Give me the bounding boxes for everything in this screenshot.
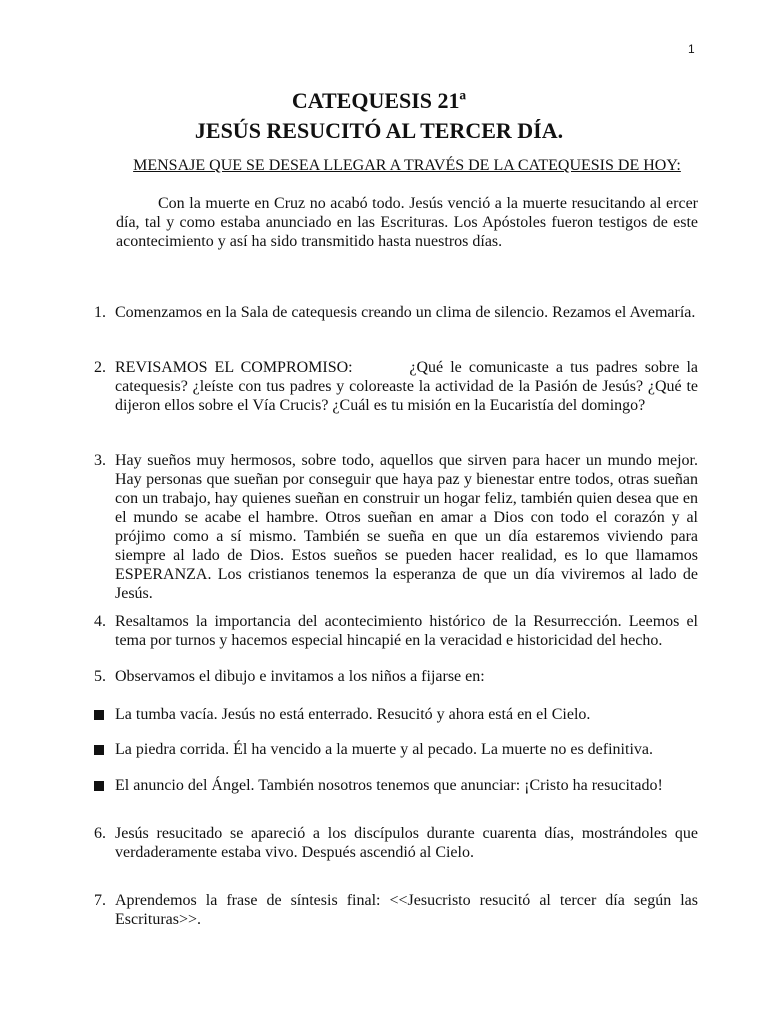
intro-paragraph: Con la muerte en Cruz no acabó todo. Jesús venció a la muerte resucitando al ercer día, tal y como estaba anunciado en las Escrituras. Los Apóstoles fueron testigos de este acontecimiento y así ha sido transmitido hasta nuestros días. <box>116 195 698 250</box>
bullet-item-text: La tumba vacía. Jesús no está enterrado. Resucitó y ahora está en el Cielo. <box>115 706 591 723</box>
page-number: 1 <box>688 42 695 56</box>
bullet-item-text: El anuncio del Ángel. También nosotros tenemos que anunciar: ¡Cristo ha resucitado! <box>115 777 663 794</box>
list-item <box>79 451 698 603</box>
bullet-item <box>94 705 698 724</box>
list-item-text: Comenzamos en la Sala de catequesis creando un clima de silencio. Rezamos el Avemaría. <box>115 304 696 321</box>
section-heading: MENSAJE QUE SE DESEA LLEGAR A TRAVÉS DE LA CATEQUESIS DE HOY: <box>133 157 681 174</box>
list-item <box>79 303 698 322</box>
bullet-item <box>94 740 698 759</box>
list-item <box>79 824 698 862</box>
bullet-item <box>94 776 698 795</box>
list-item-text: Observamos el dibujo e invitamos a los niños a fijarse en: <box>115 668 485 685</box>
list-item-number: 6. <box>94 825 106 842</box>
list-item-number: 4. <box>94 613 106 630</box>
square-bullet-icon <box>94 781 104 791</box>
list-item-number: 7. <box>94 892 106 909</box>
list-item-text: Resaltamos la importancia del acontecimiento histórico de la Resurrección. Leemos el tema por turnos y hacemos especial hincapié en la veracidad e historicidad del hecho. <box>115 613 698 649</box>
list-item <box>79 358 702 415</box>
list-item-number: 1. <box>94 304 106 321</box>
list-item-text: REVISAMOS EL COMPROMISO: ¿Qué le comunicaste a tus padres sobre la catequesis? ¿leíste con tus padres y coloreaste la actividad de la Pasión de Jesús? ¿Qué te dijeron ellos sobre el Vía Crucis? ¿Cuál es tu misión en la Eucaristía del domingo? <box>115 359 702 414</box>
list-item-number: 2. <box>94 359 106 376</box>
list-item-number: 5. <box>94 668 106 685</box>
page-title: CATEQUESIS 21ª <box>291 88 467 113</box>
list-item-number: 3. <box>94 452 106 469</box>
list-item <box>79 612 698 650</box>
bullet-item-text: La piedra corrida. Él ha vencido a la muerte y al pecado. La muerte no es definitiva. <box>115 741 653 758</box>
list-item <box>79 667 698 686</box>
list-item <box>79 891 698 929</box>
page-subtitle-heading: JESÚS RESUCITÓ AL TERCER DÍA. <box>194 118 564 143</box>
square-bullet-icon <box>94 745 104 755</box>
square-bullet-icon <box>94 710 104 720</box>
list-item-text: Jesús resucitado se apareció a los discípulos durante cuarenta días, mostrándoles que verdaderamente estaba vivo. Después ascendió al Cielo. <box>115 825 698 861</box>
list-item-text: Hay sueños muy hermosos, sobre todo, aquellos que sirven para hacer un mundo mejor. Hay personas que sueñan por conseguir que haya paz y bienestar entre todos, otras sueñan con un trabajo, hay quienes sueñan en construir un hogar feliz, también quien desea que en el mundo se acabe el hambre. Otros sueñan en amar a Dios con todo el corazón y al prójimo como a sí mismo. También se sueña en que un día estaremos viviendo para siempre al lado de Dios. Estos sueños se pueden hacer realidad, es lo que llamamos ESPERANZA. Los cristianos tenemos la esperanza de que un día viviremos al lado de Jesús. <box>115 452 698 602</box>
list-item-text: Aprendemos la frase de síntesis final: <<Jesucristo resucitó al tercer día según las Escrituras>>. <box>115 892 698 928</box>
